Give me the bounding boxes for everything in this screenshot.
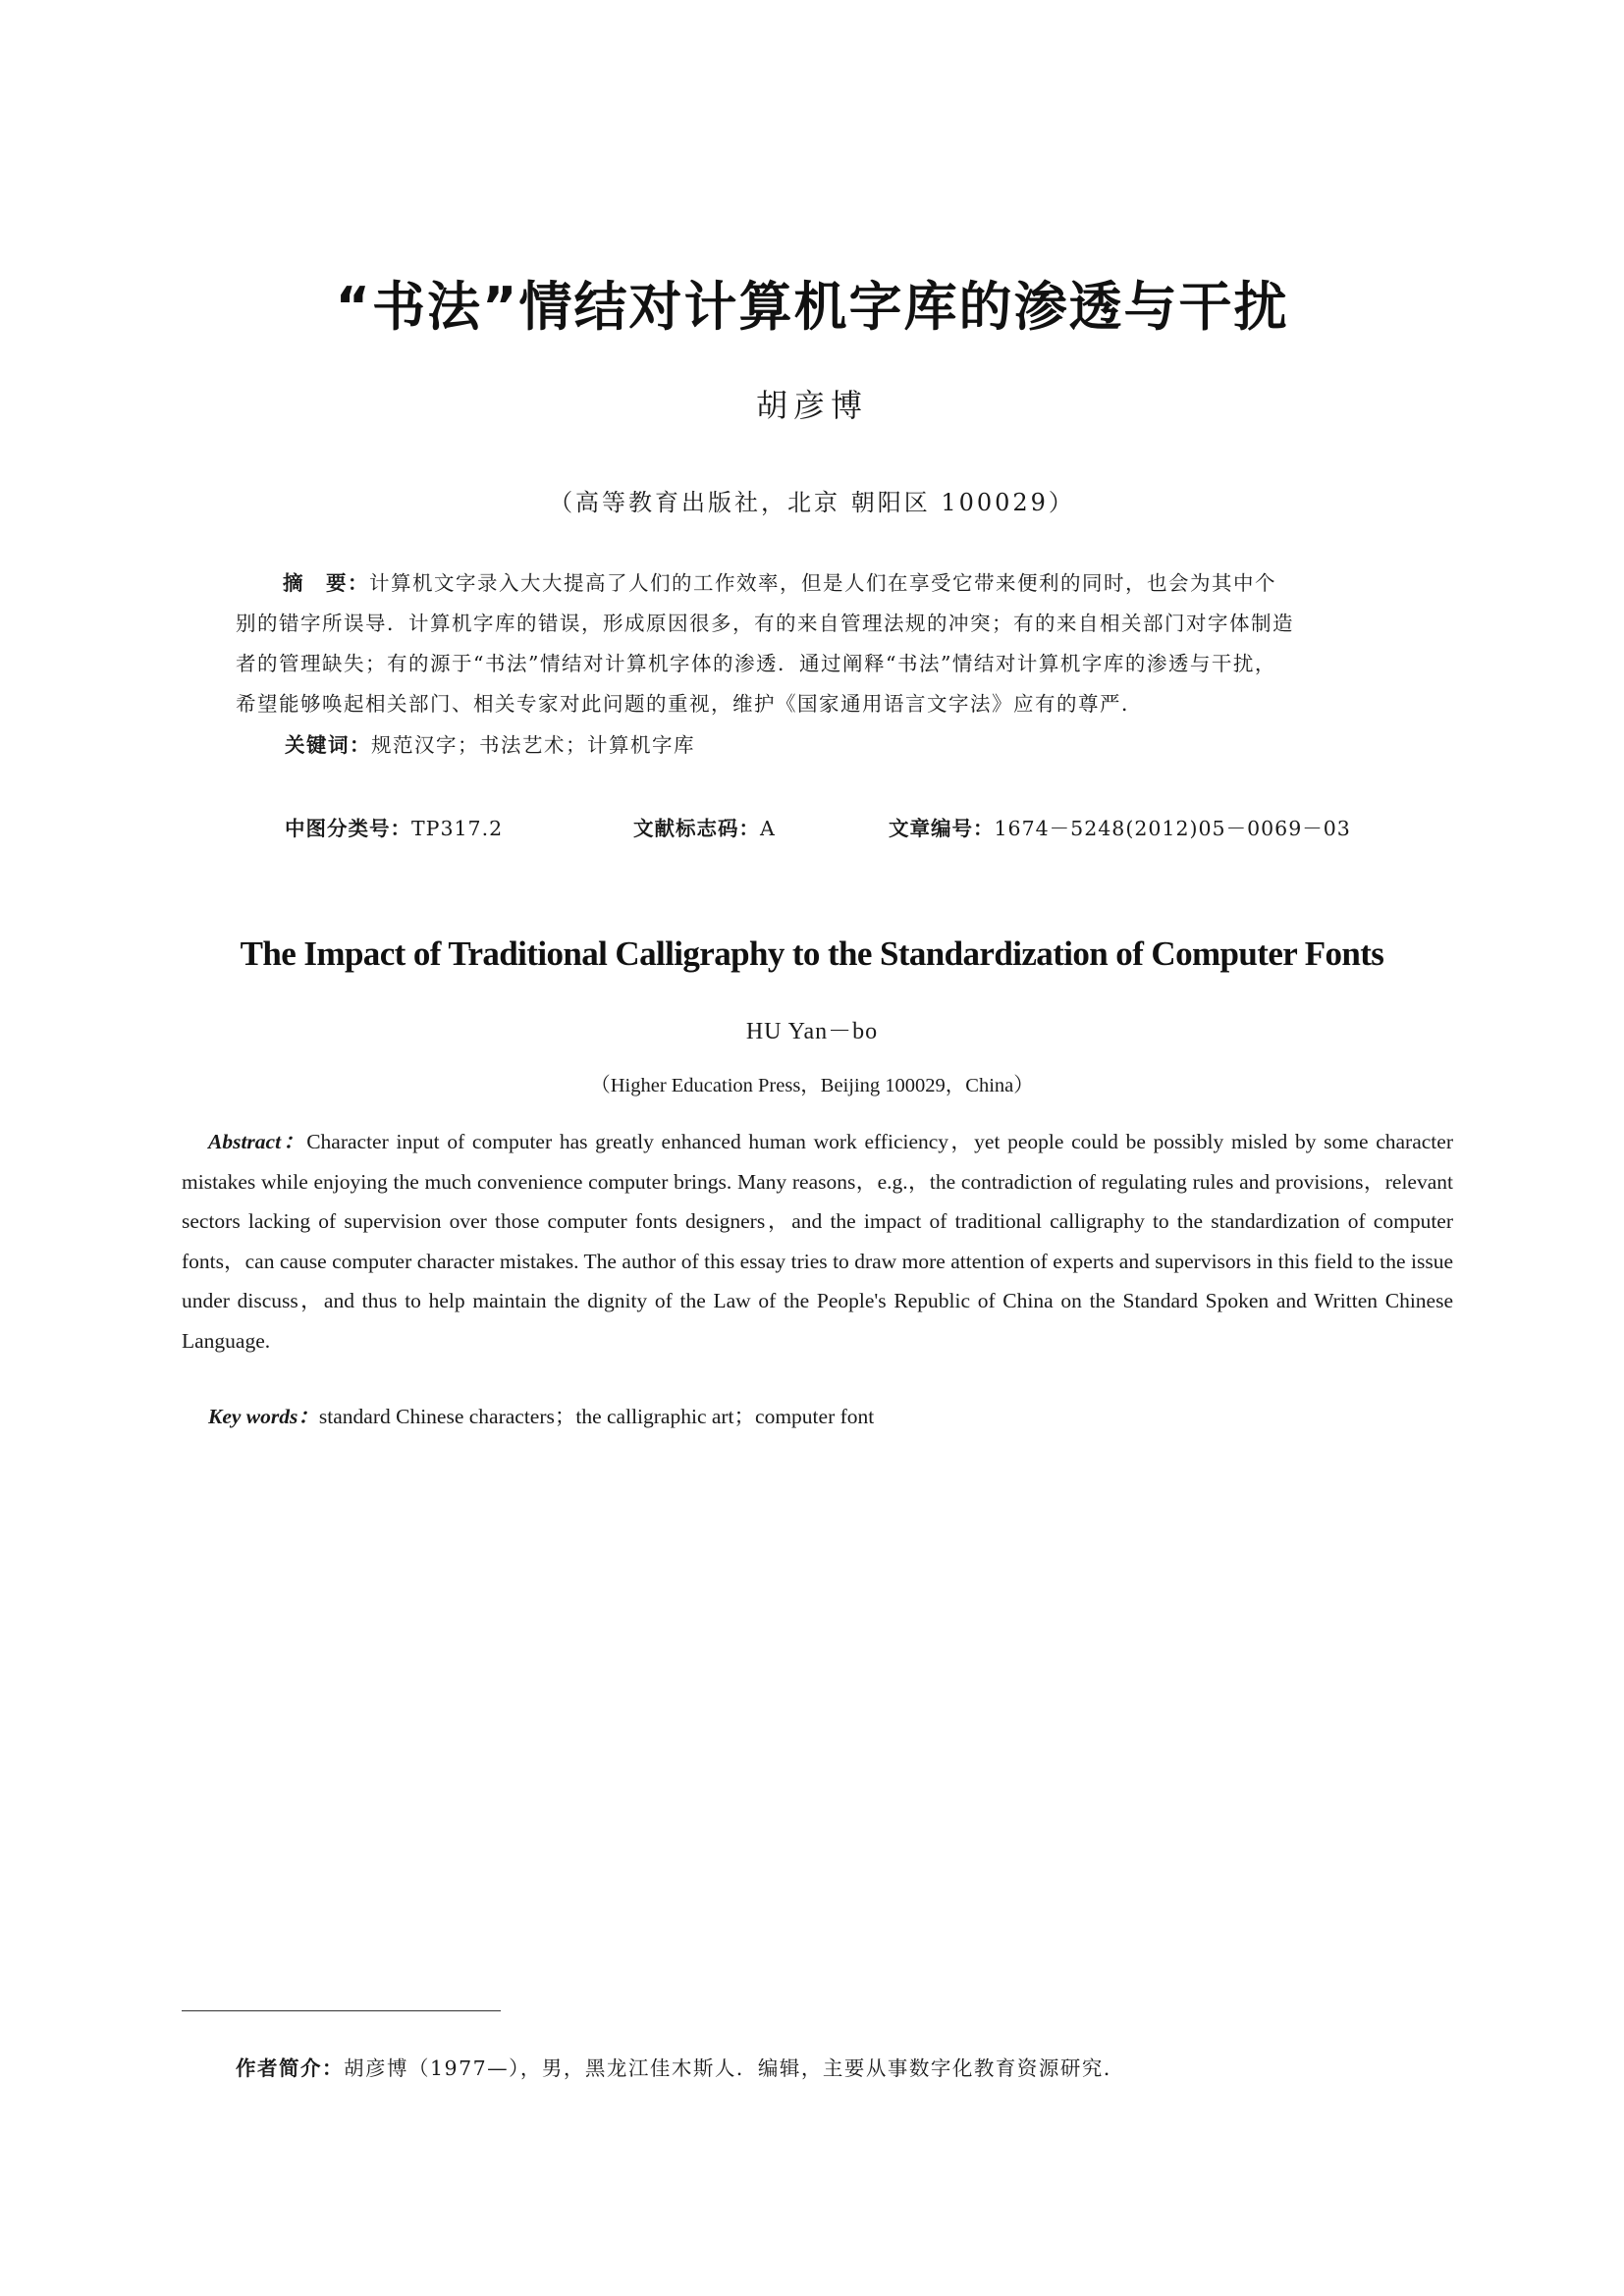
article-number-label: 文章编号：	[889, 817, 995, 840]
english-author: HU Yan－bo	[745, 1019, 879, 1044]
clc-value: TP317.2	[411, 817, 504, 840]
english-abstract	[182, 1122, 1453, 1361]
english-affiliation: （Higher Education Press，Beijing 100029，China）	[590, 1075, 1034, 1096]
chinese-author: 胡彦博	[755, 387, 868, 424]
document-code-value: A	[760, 817, 776, 840]
chinese-abstract	[236, 563, 1399, 724]
footnote-divider	[182, 2010, 501, 2011]
chinese-title: “书法”情结对计算机字库的渗透与干扰	[335, 276, 1289, 338]
chinese-keywords	[285, 728, 695, 758]
english-keywords	[208, 1400, 874, 1430]
footnote-label: 作者简介：	[236, 2056, 344, 2080]
document-code	[633, 812, 776, 841]
footnote-text: 胡彦博（1977—），男，黑龙江佳木斯人．编辑，主要从事数字化教育资源研究．	[344, 2056, 1125, 2080]
chinese-abstract-line: 别的错字所误导．计算机字库的错误，形成原因很多，有的来自管理法规的冲突；有的来自相关部门对字体制造	[236, 612, 1294, 635]
clc-number	[285, 812, 503, 841]
english-title: The Impact of Traditional Calligraphy to the Standardization of Computer Fonts	[240, 934, 1384, 973]
english-keywords-label: Key words：	[208, 1405, 319, 1428]
chinese-affiliation: （高等教育出版社，北京 朝阳区 100029）	[549, 489, 1075, 516]
english-abstract-label: Abstract：	[208, 1130, 307, 1153]
clc-label: 中图分类号：	[285, 817, 411, 840]
english-keywords-text: standard Chinese characters；the calligraphic art；computer font	[318, 1405, 875, 1428]
article-number	[889, 812, 1351, 841]
chinese-abstract-text: 计算机文字录入大大提高了人们的工作效率，但是人们在享受它带来便利的同时，也会为其中个	[369, 571, 1276, 595]
document-code-label: 文献标志码：	[633, 817, 760, 840]
chinese-abstract-line: 希望能够唤起相关部门、相关专家对此问题的重视，维护《国家通用语言文字法》应有的尊严．	[236, 692, 1143, 716]
english-abstract-text: Character input of computer has greatly enhanced human work efficiency，yet people could be possibly misled by some character mistakes while enjoying the much convenience computer brings. Many reasons，e.g.，the contradiction of regulating rules and provisions，relevant sectors lacking of supervision over those computer fonts designers，and the impact of traditional calligraphy to the standardization of computer fonts，can cause computer character mistakes. The author of this essay tries to draw more attention of experts and supervisors in this field to the issue under discuss，and thus to help maintain the dignity of the Law of the People's Republic of China on the Standard Spoken and Written Chinese Language.	[182, 1130, 1453, 1353]
author-footnote	[236, 2052, 1125, 2081]
article-number-value: 1674－5248(2012)05－0069－03	[994, 817, 1351, 840]
chinese-abstract-line	[236, 563, 1399, 604]
chinese-keywords-label: 关键词：	[285, 733, 371, 757]
chinese-keywords-text: 规范汉字；书法艺术；计算机字库	[371, 733, 695, 757]
chinese-abstract-line: 者的管理缺失；有的源于“书法”情结对计算机字体的渗透．通过阐释“书法”情结对计算机字库的渗透与干扰，	[236, 652, 1276, 675]
chinese-abstract-label: 摘 要：	[283, 571, 369, 595]
